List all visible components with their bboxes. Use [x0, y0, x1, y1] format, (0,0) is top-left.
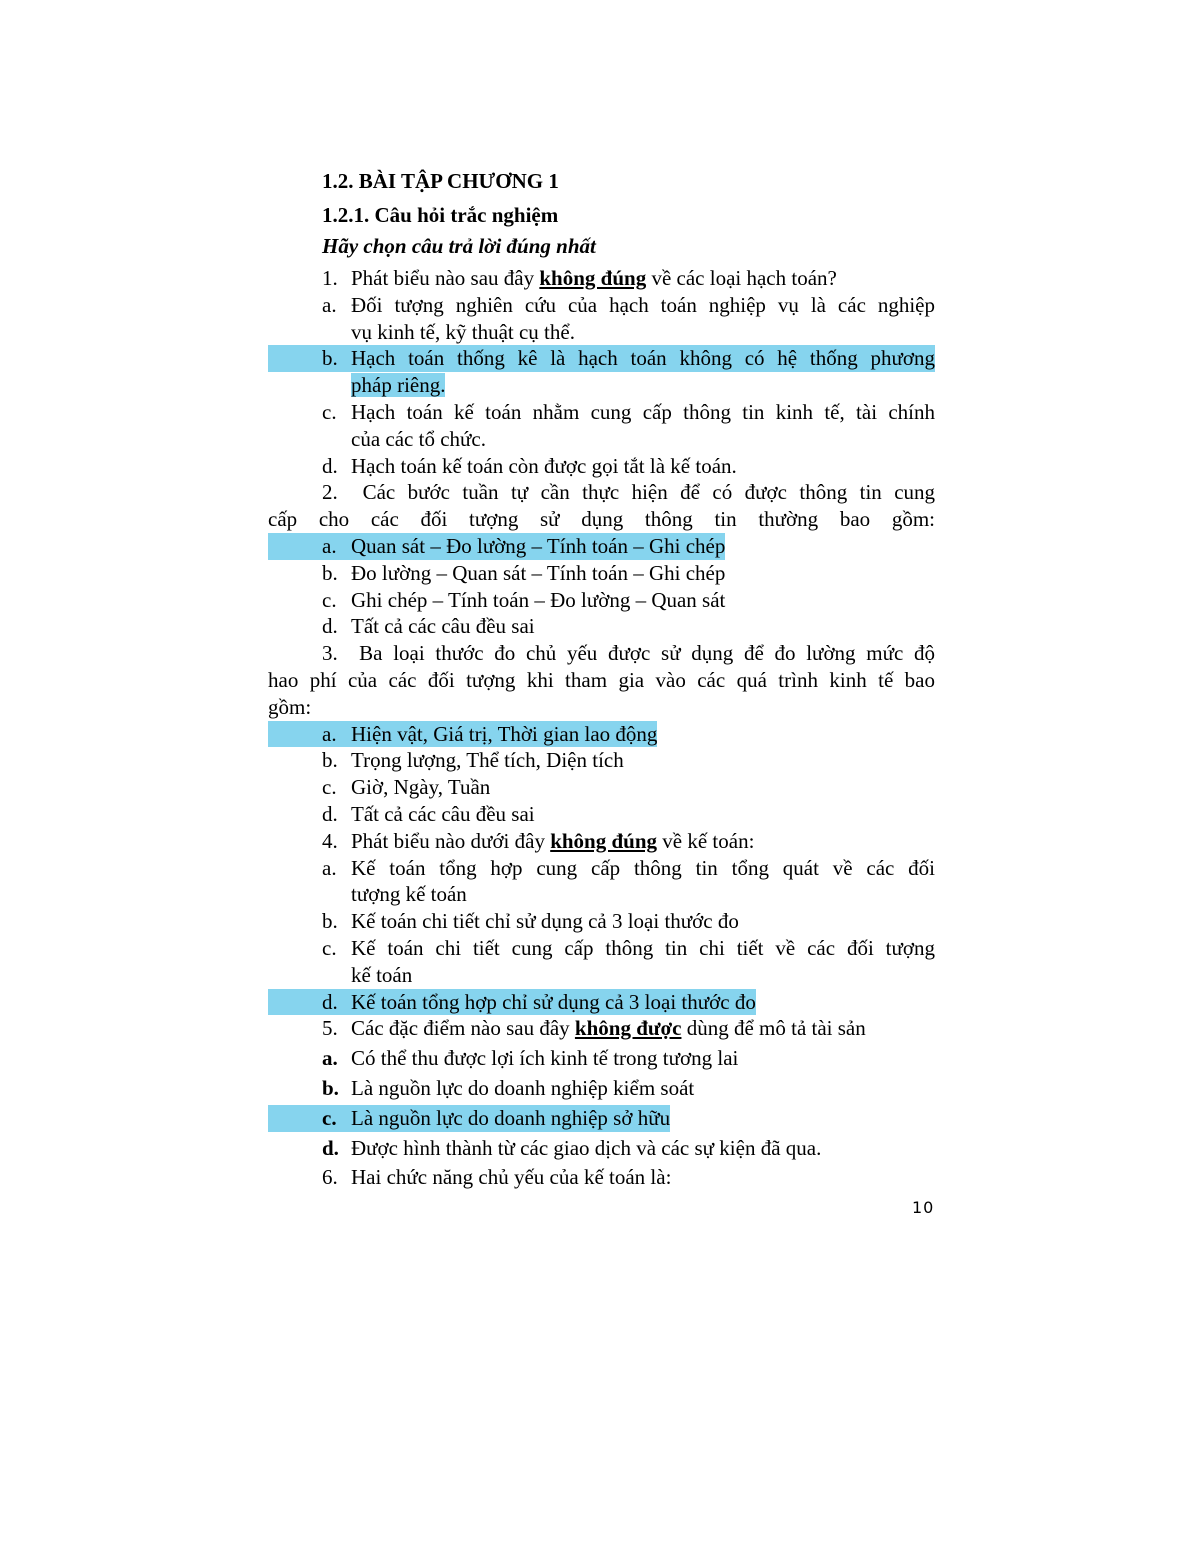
option-text: Hạch toán kế toán nhằm cung cấp thông tin kinh tế, tài chính — [351, 399, 935, 424]
question-text: về kế toán: — [657, 828, 755, 853]
question-text: dùng để mô tả tài sản — [681, 1016, 866, 1041]
option-text: Kế toán tổng hợp cung cấp thông tin tổng quát về các đối — [351, 855, 935, 880]
option-marker: c. — [322, 935, 337, 960]
option-text: Tất cả các câu đều sai — [351, 801, 535, 826]
option-marker: a. — [322, 855, 337, 880]
option-text: Đo lường – Quan sát – Tính toán – Ghi chép — [351, 560, 726, 585]
option-2d — [268, 613, 935, 640]
option-3b — [268, 747, 935, 774]
option-5c — [268, 1105, 935, 1132]
question-4 — [268, 828, 935, 855]
option-3a — [268, 721, 935, 748]
question-number: 5. — [322, 1016, 338, 1041]
option-marker: a. — [322, 292, 337, 317]
question-number: 2. — [322, 480, 338, 505]
question-number: 1. — [322, 266, 338, 290]
option-5b — [268, 1075, 935, 1102]
option-4d — [268, 989, 935, 1016]
question-text: Các đặc điểm nào sau đây — [351, 1016, 575, 1041]
question-text: Phát biểu nào sau đây — [351, 266, 540, 290]
option-1d — [268, 453, 935, 480]
option-marker: b. — [322, 748, 338, 773]
question-text: Các bước tuần tự cần thực hiện để có được thông tin cung — [362, 480, 936, 505]
emphasis: không đúng — [539, 266, 647, 290]
option-marker: b. — [322, 1075, 339, 1100]
question-1 — [268, 265, 935, 292]
option-1b — [268, 345, 935, 399]
option-text: Được hình thành từ các giao dịch và các sự kiện đã qua. — [351, 1135, 822, 1160]
question-number: 6. — [322, 1165, 338, 1190]
question-number: 4. — [322, 828, 338, 853]
option-text-cont: tượng kế toán — [351, 882, 467, 907]
option-marker: b. — [322, 560, 338, 585]
option-text: Có thể thu được lợi ích kinh tế trong tương lai — [351, 1046, 739, 1071]
question-text: về các loại hạch toán? — [646, 266, 837, 290]
option-1a — [268, 292, 935, 346]
option-5a — [268, 1045, 935, 1072]
question-3-cont: hao phí của các đối tượng khi tham gia vào các quá trình kinh tế bao — [268, 667, 935, 692]
option-marker: d. — [322, 1135, 339, 1160]
question-6 — [268, 1164, 935, 1191]
question-text: Phát biểu nào dưới đây — [351, 828, 551, 853]
section-title: 1.2. BÀI TẬP CHƯƠNG 1 — [322, 169, 559, 193]
question-3 — [268, 640, 935, 667]
option-3c — [268, 774, 935, 801]
option-2a — [268, 533, 935, 560]
instruction: Hãy chọn câu trả lời đúng nhất — [322, 234, 596, 258]
option-marker: a. — [322, 1046, 338, 1071]
option-marker: a. — [268, 533, 351, 560]
option-2c — [268, 587, 935, 614]
option-2b — [268, 560, 935, 587]
option-marker: b. — [268, 345, 351, 372]
option-marker: d. — [268, 989, 351, 1016]
question-text: Hai chức năng chủ yếu của kế toán là: — [351, 1165, 672, 1190]
option-4a — [268, 855, 935, 909]
subsection-title: 1.2.1. Câu hỏi trắc nghiệm — [322, 203, 559, 227]
option-marker: d. — [322, 801, 338, 826]
option-marker: c. — [268, 1105, 351, 1132]
option-text: Kế toán tổng hợp chỉ sử dụng cả 3 loại thước đo — [351, 989, 756, 1014]
emphasis: không đúng — [550, 828, 658, 853]
question-2 — [268, 479, 935, 506]
question-list — [268, 265, 935, 1191]
option-text: Ghi chép – Tính toán – Đo lường – Quan sát — [351, 587, 726, 612]
option-text: Quan sát – Đo lường – Tính toán – Ghi chép — [351, 533, 726, 558]
option-text-cont: kế toán — [351, 962, 413, 987]
option-text: Kế toán chi tiết chỉ sử dụng cả 3 loại thước đo — [351, 909, 739, 934]
question-number: 3. — [322, 641, 338, 666]
question-3-cont2: gồm: — [268, 694, 312, 719]
option-text-cont: vụ kinh tế, kỹ thuật cụ thể. — [351, 319, 575, 344]
option-4b — [268, 908, 935, 935]
option-text: Là nguồn lực do doanh nghiệp sở hữu — [351, 1105, 671, 1130]
option-text: Kế toán chi tiết cung cấp thông tin chi tiết về các đối tượng — [351, 935, 935, 960]
option-marker: c. — [322, 399, 337, 424]
option-text: Trọng lượng, Thể tích, Diện tích — [351, 748, 624, 773]
option-marker: d. — [322, 614, 338, 639]
option-text: Hiện vật, Giá trị, Thời gian lao động — [351, 721, 658, 746]
option-marker: c. — [322, 587, 337, 612]
option-text: Hạch toán thống kê là hạch toán không có hệ thống phương — [351, 346, 935, 371]
question-2-cont: cấp cho các đối tượng sử dụng thông tin thường bao gồm: — [268, 507, 935, 532]
option-marker: c. — [322, 775, 337, 800]
option-text: Hạch toán kế toán còn được gọi tắt là kế toán. — [351, 453, 737, 478]
question-text: Ba loại thước đo chủ yếu được sử dụng để đo lường mức độ — [359, 641, 935, 666]
option-text: Giờ, Ngày, Tuần — [351, 775, 491, 800]
option-text: Tất cả các câu đều sai — [351, 614, 535, 639]
option-3d — [268, 801, 935, 828]
emphasis: không được — [574, 1016, 682, 1041]
option-marker: d. — [322, 453, 338, 478]
option-text: Là nguồn lực do doanh nghiệp kiểm soát — [351, 1075, 695, 1100]
option-text-cont: của các tổ chức. — [351, 426, 486, 451]
option-5d — [268, 1135, 935, 1162]
question-5 — [268, 1015, 935, 1042]
option-text: Đối tượng nghiên cứu của hạch toán nghiệp vụ là các nghiệp — [351, 292, 935, 317]
option-4c — [268, 935, 935, 989]
option-1c — [268, 399, 935, 453]
page-number: 10 — [912, 1198, 935, 1217]
option-text-cont: pháp riêng. — [351, 373, 446, 398]
option-marker: b. — [322, 909, 338, 934]
option-marker: a. — [268, 721, 351, 748]
